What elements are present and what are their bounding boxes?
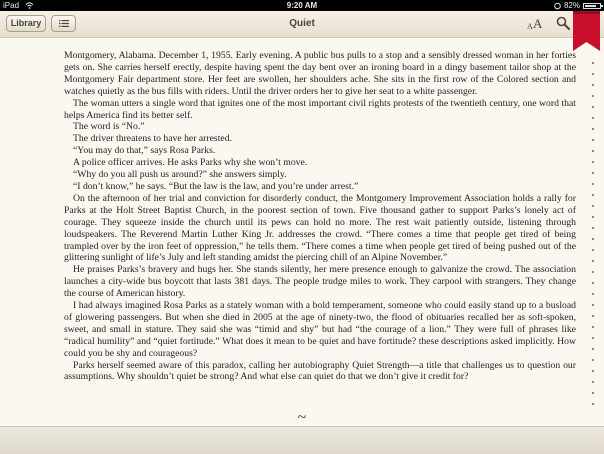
battery-fill xyxy=(585,5,596,7)
page-scrubber-handle[interactable]: ~ xyxy=(297,409,307,426)
progress-dot xyxy=(592,315,594,317)
search-button[interactable] xyxy=(556,16,570,30)
progress-dot xyxy=(592,128,594,130)
progress-dot xyxy=(592,106,594,108)
progress-dot xyxy=(592,117,594,119)
font-large-glyph: A xyxy=(533,16,543,31)
progress-dot xyxy=(592,238,594,240)
paragraph: “Why do you all push us around?” she answers simply. xyxy=(73,169,287,181)
book-page-text xyxy=(64,50,576,383)
progress-dot xyxy=(592,326,594,328)
table-of-contents-button[interactable] xyxy=(51,15,76,32)
paragraph: “You may do that,” says Rosa Parks. xyxy=(73,145,216,157)
progress-dot xyxy=(592,381,594,383)
font-size-button[interactable] xyxy=(525,14,545,34)
paragraph: The woman utters a single word that ignites one of the most important civil rights protests of the twentieth century, one word that helps America find its better self. xyxy=(64,97,576,121)
progress-dot xyxy=(592,172,594,174)
bookmark-ribbon-button[interactable] xyxy=(573,11,600,51)
progress-dot xyxy=(592,194,594,196)
progress-dot xyxy=(592,282,594,284)
library-button[interactable]: Library xyxy=(6,15,46,32)
progress-dot xyxy=(592,227,594,229)
paragraph: He praises Parks’s bravery and hugs her. She stands silently, her mere presence enough to galvanize the crowd. The association launches a city-wide bus boycott that lasts 381 days. The people trudge miles to work. They carpool with strangers. They change the course of American history. xyxy=(64,264,576,300)
progress-dot xyxy=(592,392,594,394)
progress-dot xyxy=(592,161,594,163)
progress-dot xyxy=(592,359,594,361)
progress-dot xyxy=(592,84,594,86)
progress-dot xyxy=(592,370,594,372)
progress-dot xyxy=(592,337,594,339)
battery-percent: 82% xyxy=(563,1,580,10)
font-small-glyph: A xyxy=(527,22,533,31)
progress-dot xyxy=(592,205,594,207)
paragraph: “I don’t know,” he says. “But the law is the law, and you’re under arrest.” xyxy=(73,180,359,192)
progress-dot xyxy=(592,216,594,218)
lock-rotation-icon xyxy=(554,2,561,10)
paragraph: A police officer arrives. He asks Parks why she won’t move. xyxy=(73,157,308,169)
paragraph: The word is “No.” xyxy=(73,121,145,133)
progress-dot xyxy=(592,95,594,97)
progress-dot xyxy=(592,304,594,306)
progress-dot xyxy=(592,348,594,350)
paragraph: The driver threatens to have her arrested. xyxy=(73,133,232,145)
paragraph: Montgomery, Alabama. December 1, 1955. Early evening. A public bus pulls to a stop and a sensibly dressed woman in her forties gets on. She carries herself erectly, despite having spent the day bent over an ironing board in a dingy basement tailor shop at the Montgomery Fair department store. Her feet are swollen, her shoulders ache. She sits in the first row of the Colored section and watches quietly as the bus fills with riders. Until the driver orders her to give her seat to a white passenger. xyxy=(64,50,576,97)
status-bar xyxy=(0,0,604,11)
reader-toolbar xyxy=(0,11,604,38)
paragraph: On the afternoon of her trial and conviction for disorderly conduct, the Montgomery Improvement Association holds a rally for Parks at the Holt Street Baptist Church, in the poorest section of town. Five thousand gather to support Parks’s lonely act of courage. They squeeze inside the church until its pews can hold no more. The rest wait patiently outside, listening through loudspeakers. The Reverend Martin Luther King Jr. addresses the crowd. “There comes a time that people get tired of being trampled over by the iron feet of oppression,” he tells them. “There comes a time when people get tired of being pushed out of the glittering sunlight of life’s July and left standing amidst the piercing chill of an Alpine November.” xyxy=(64,192,576,264)
progress-dot xyxy=(592,62,594,64)
progress-dot xyxy=(592,271,594,273)
page-progress-dots xyxy=(592,62,596,407)
device-name: iPad xyxy=(3,1,20,10)
battery-icon xyxy=(583,3,601,9)
book-title: Quiet xyxy=(289,18,315,29)
page-navigation-bar xyxy=(0,426,604,454)
paragraph: Parks herself seemed aware of this paradox, calling her autobiography Quiet Strength—a title that challenges us to question our assumptions. Why shouldn’t quiet be strong? And what else can quiet do that we don’t give it credit for? xyxy=(64,359,576,383)
list-icon xyxy=(59,20,69,27)
progress-dot xyxy=(592,249,594,251)
battery-status xyxy=(554,0,601,11)
progress-dot xyxy=(592,260,594,262)
progress-dot xyxy=(592,183,594,185)
paragraph: I had always imagined Rosa Parks as a stately woman with a bold temperament, someone who could easily stand up to a busload of glowering passengers. But when she died in 2005 at the age of ninety-two, the flood of obituaries recalled her as soft-spoken, sweet, and small in stature. They said she was “timid and shy” but had “the courage of a lion.” They were full of phrases like “radical humility” and “quiet fortitude.” What does it mean to be quiet and have fortitude? these descriptions asked implicitly. How could you be shy and courageous? xyxy=(64,300,576,359)
progress-dot xyxy=(592,73,594,75)
clock: 9:20 AM xyxy=(286,1,318,10)
progress-dot xyxy=(592,293,594,295)
progress-dot xyxy=(592,139,594,141)
progress-dot xyxy=(592,150,594,152)
progress-dot xyxy=(592,403,594,405)
